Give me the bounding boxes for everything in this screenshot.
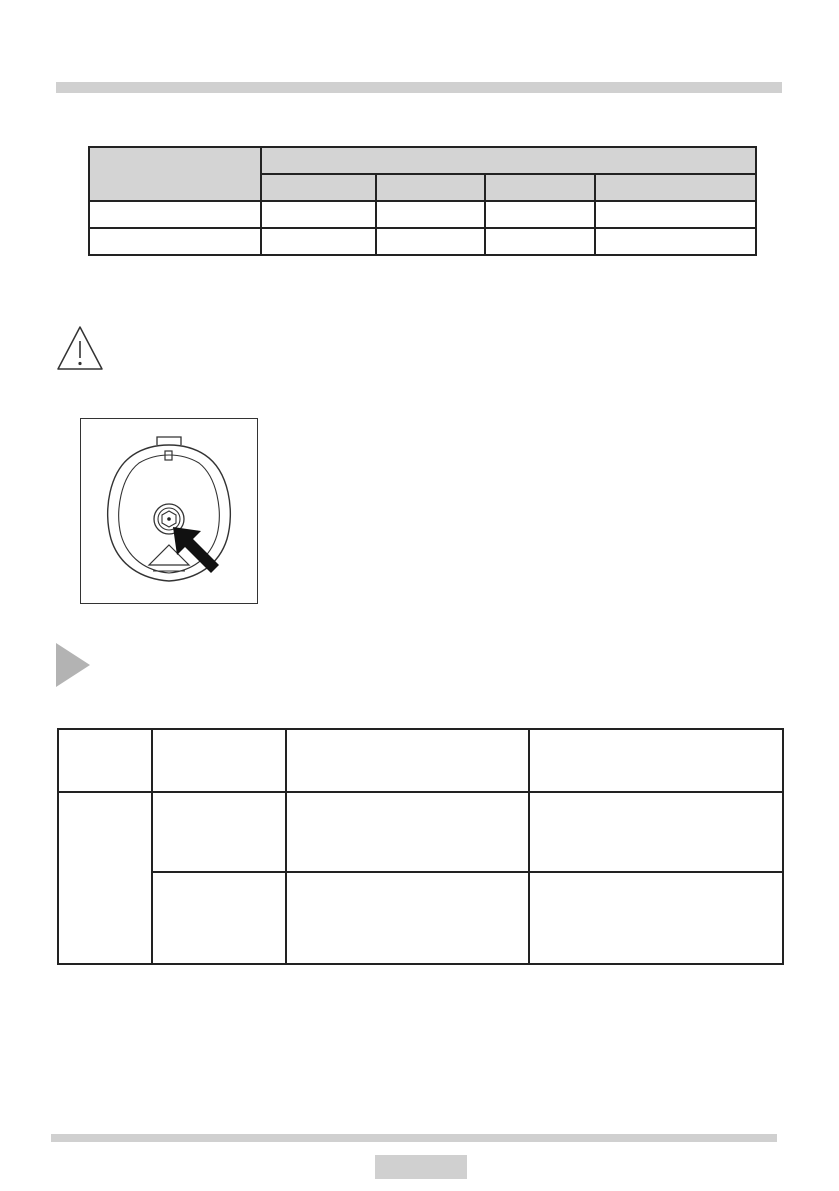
arrow-pointer-icon xyxy=(171,523,223,575)
table-cell xyxy=(261,228,376,255)
table-subheader-cell xyxy=(485,174,595,201)
table-cell xyxy=(376,228,485,255)
table-cell xyxy=(152,872,286,964)
table-group-cell xyxy=(58,792,152,964)
table-row xyxy=(58,792,783,872)
table-cell xyxy=(89,228,261,255)
table-header-cell xyxy=(152,729,286,792)
table-cell xyxy=(485,201,595,228)
table-row xyxy=(89,228,756,255)
table-cell xyxy=(261,201,376,228)
table-cell xyxy=(529,792,783,872)
table-subheader-cell xyxy=(595,174,756,201)
table-cell xyxy=(595,228,756,255)
table-row xyxy=(58,872,783,964)
table-cell xyxy=(89,201,261,228)
table-header-cell xyxy=(286,729,529,792)
injector-figure xyxy=(80,418,258,604)
table-header-cell xyxy=(89,147,261,201)
table-cell xyxy=(152,792,286,872)
warning-triangle-icon xyxy=(56,325,104,371)
table-cell xyxy=(286,792,529,872)
top-header-bar xyxy=(56,82,782,93)
table-cell xyxy=(595,201,756,228)
injector-nozzle-diagram xyxy=(81,419,257,603)
table-row xyxy=(89,201,756,228)
parameters-table xyxy=(57,728,784,965)
table-header-cell xyxy=(58,729,152,792)
table-subheader-cell xyxy=(261,174,376,201)
table-header-cell xyxy=(529,729,783,792)
table-header-cell xyxy=(261,147,756,174)
specification-table xyxy=(88,146,757,256)
bottom-footer-bar xyxy=(51,1134,777,1142)
table-cell xyxy=(485,228,595,255)
play-triangle-icon xyxy=(56,643,90,687)
table-cell xyxy=(286,872,529,964)
page-number-tab xyxy=(375,1155,467,1179)
table-cell xyxy=(376,201,485,228)
table-cell xyxy=(529,872,783,964)
table-subheader-cell xyxy=(376,174,485,201)
